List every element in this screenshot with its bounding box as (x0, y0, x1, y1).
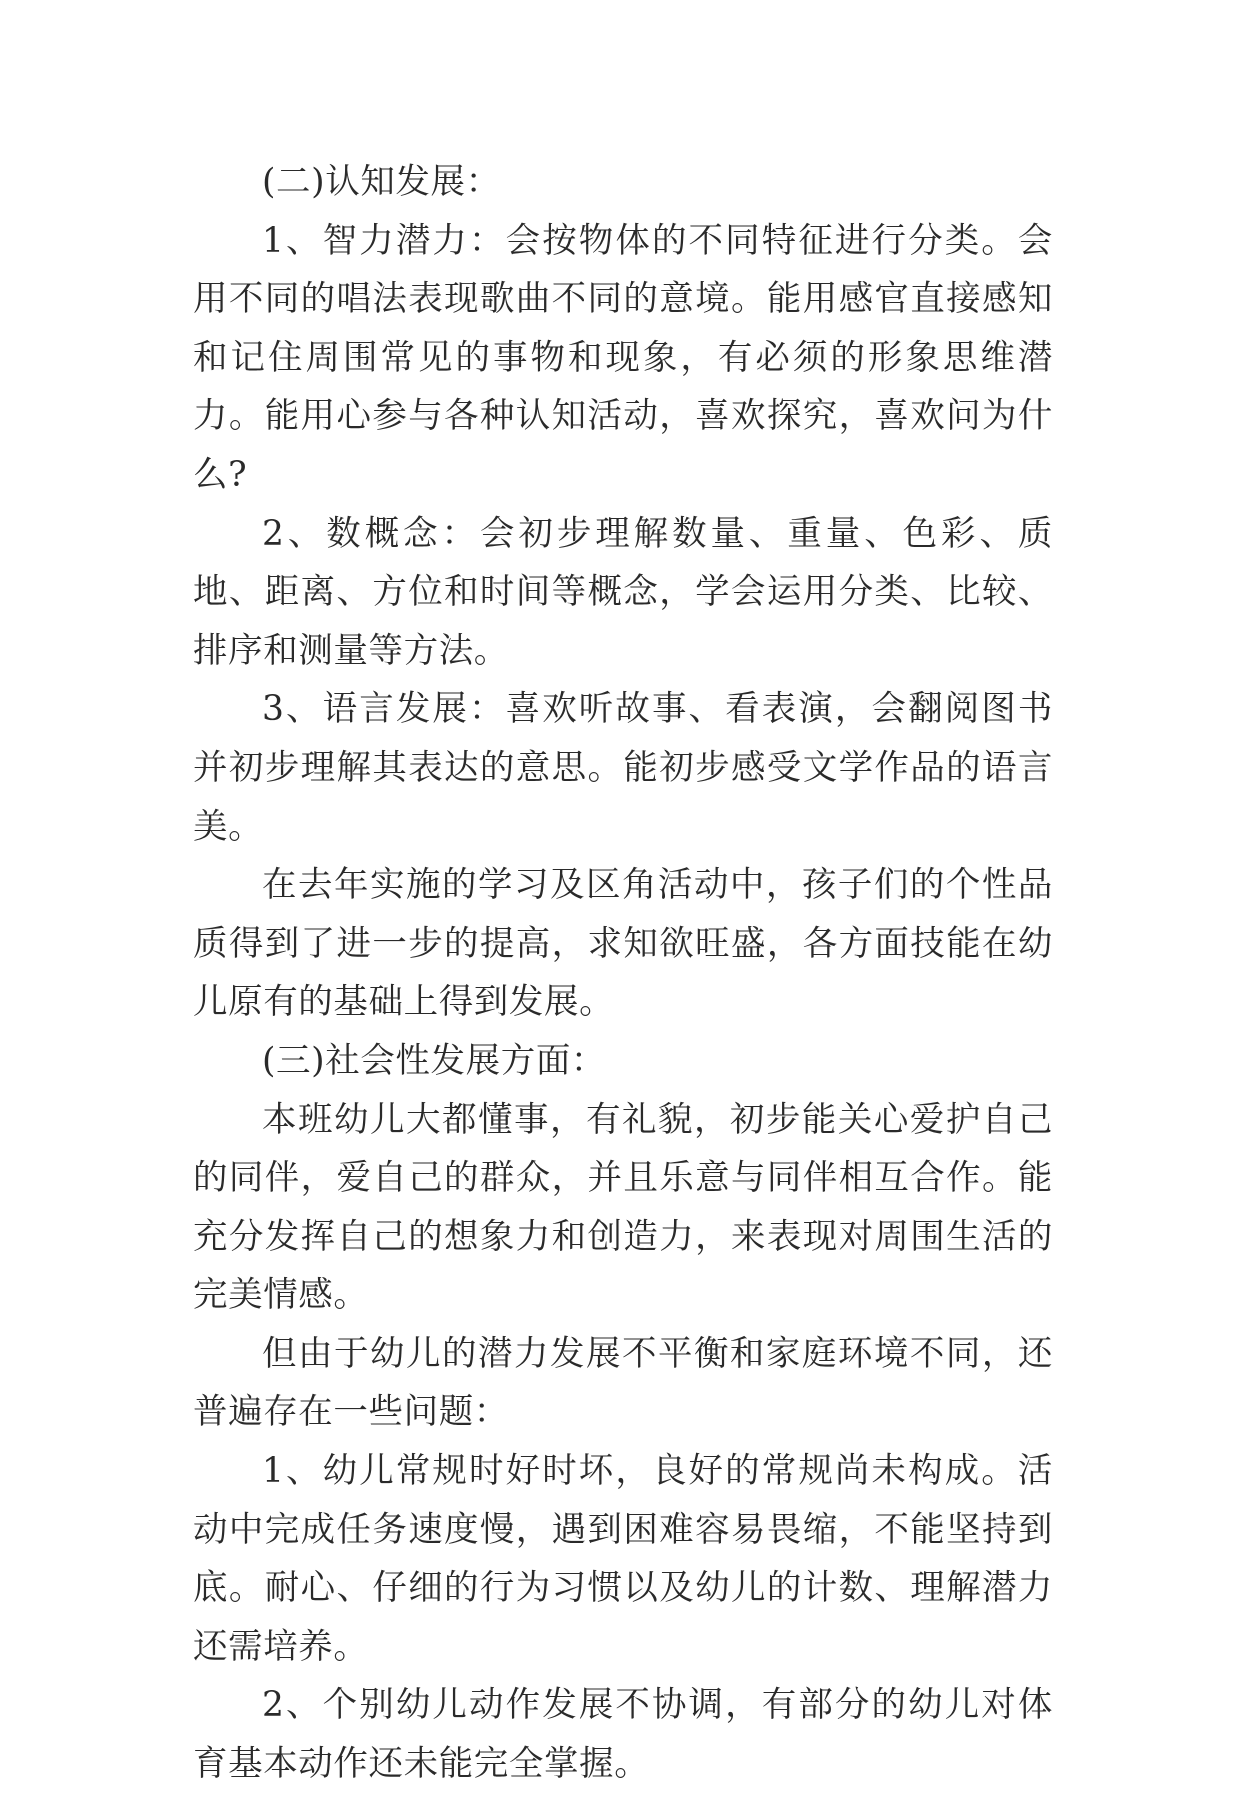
paragraph-problems-intro: 但由于幼儿的潜力发展不平衡和家庭环境不同，还普遍存在一些问题： (193, 1333, 1053, 1433)
paragraph-social: 本班幼儿大都懂事，有礼貌，初步能关心爱护自己的同伴，爱自己的群众，并且乐意与同伴相互合作。能充分发挥自己的想象力和创造力，来表现对周围生活的完美情感。 (193, 1099, 1053, 1316)
paragraph-number-concept: 2、数概念：会初步理解数量、重量、色彩、质地、距离、方位和时间等概念，学会运用分类、比较、排序和测量等方法。 (193, 513, 1053, 671)
paragraph-last-year: 在去年实施的学习及区角活动中，孩子们的个性品质得到了进一步的提高，求知欲旺盛，各方面技能在幼儿原有的基础上得到发展。 (193, 865, 1053, 1023)
paragraph-language: 3、语言发展：喜欢听故事、看表演，会翻阅图书并初步理解其表达的意思。能初步感受文学作品的语言美。 (193, 689, 1053, 847)
paragraph-problem-1: 1、幼儿常规时好时坏，良好的常规尚未构成。活动中完成任务速度慢，遇到困难容易畏缩，不能坚持到底。耐心、仔细的行为习惯以及幼儿的计数、理解潜力还需培养。 (193, 1451, 1053, 1667)
paragraph-problem-2: 2、个别幼儿动作发展不协调，有部分的幼儿对体育基本动作还未能完全掌握。 (193, 1685, 1053, 1785)
section-heading-social: (三)社会性发展方面： (262, 1040, 607, 1081)
section-heading-cognitive: (二)认知发展： (262, 162, 501, 202)
paragraph-intelligence: 1、智力潜力：会按物体的不同特征进行分类。会用不同的唱法表现歌曲不同的意境。能用感官直接感知和记住周围常见的事物和现象，有必须的形象思维潜力。能用心参与各种认知活动，喜欢探究，喜欢问为什么? (193, 220, 1053, 495)
document-page (193, 153, 1053, 1794)
